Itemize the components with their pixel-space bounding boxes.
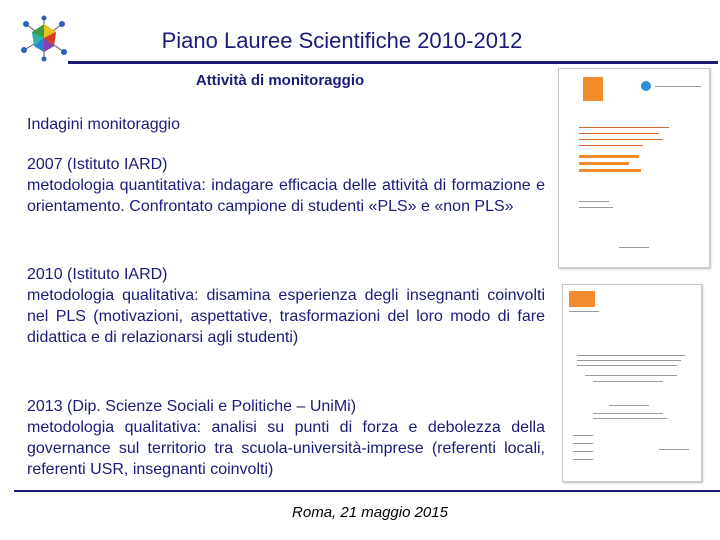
survey-description: metodologia qualitativa: disamina esperienza degli insegnanti coinvolti nel PLS (motivazioni, aspettative, trasformazioni del loro modo di fare didattica e di relazionarsi agli studenti) <box>27 287 545 346</box>
survey-year: 2010 (Istituto IARD) <box>27 266 168 283</box>
report-cover-thumbnail <box>562 284 702 482</box>
title-divider <box>68 61 718 64</box>
survey-description: metodologia quantitativa: indagare efficacia delle attività di formazione e orientamento. Confrontato campione di studenti «PLS» e «non PLS» <box>27 177 545 215</box>
page-title: Piano Lauree Scientifiche 2010-2012 <box>161 28 523 53</box>
cover-logo-icon <box>641 81 651 91</box>
survey-description: metodologia qualitativa: analisi su punti di forza e debolezza della governance sul territorio tra scuola-università-imprese (referenti locali, referenti USR, insegnanti coinvolti) <box>27 419 545 478</box>
survey-block-2010 <box>27 264 545 348</box>
cover-orange-tab <box>583 77 603 101</box>
cover-orange-tab <box>569 291 595 307</box>
report-cover-thumbnail <box>558 68 710 268</box>
page-subtitle: Attività di monitoraggio <box>195 72 365 89</box>
footer-text: Roma, 21 maggio 2015 <box>292 504 448 521</box>
survey-year: 2007 (Istituto IARD) <box>27 156 168 173</box>
footer-divider <box>14 490 720 492</box>
section-heading: Indagini monitoraggio <box>27 116 180 133</box>
survey-block-2013 <box>27 396 545 480</box>
survey-block-2007 <box>27 154 545 217</box>
survey-year: 2013 (Dip. Scienze Sociali e Politiche – UniMi) <box>27 398 357 415</box>
